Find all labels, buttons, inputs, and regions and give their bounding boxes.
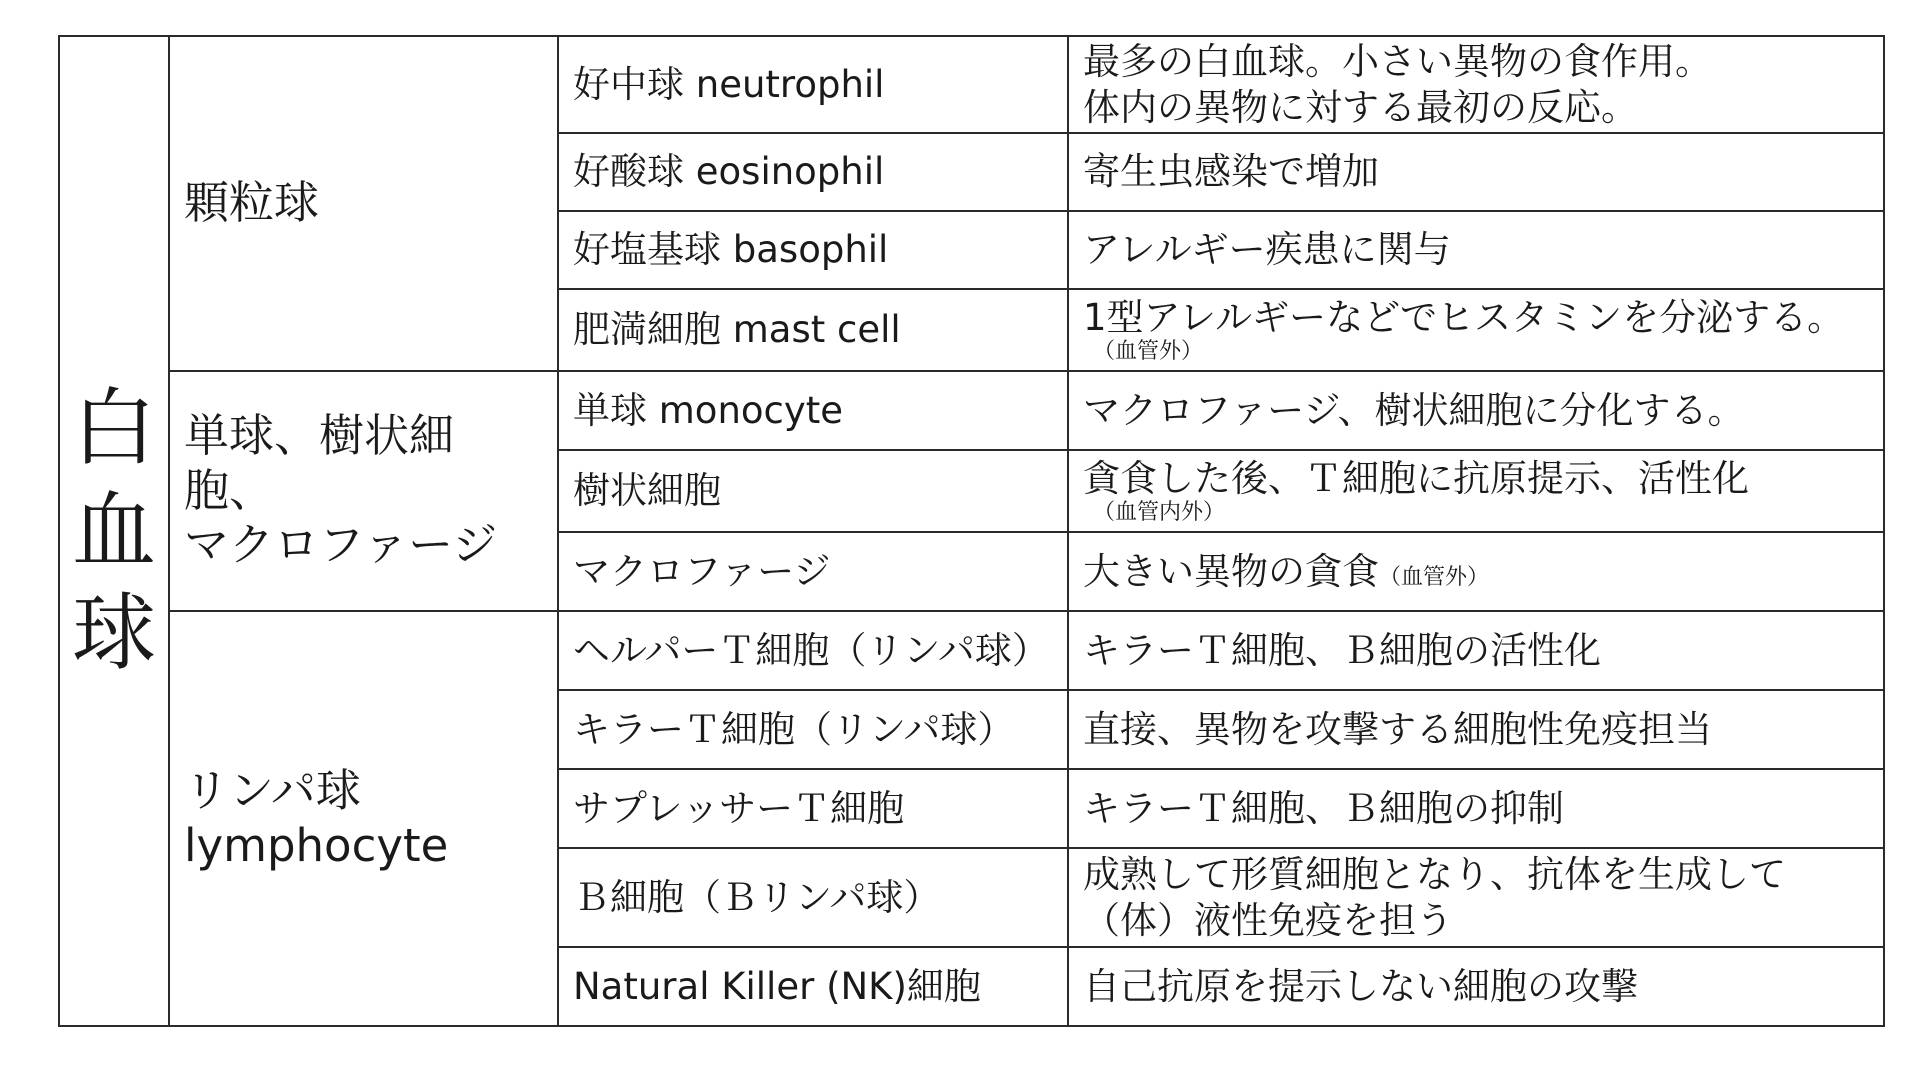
group-label-granulocyte: 顆粒球 [169, 36, 558, 371]
cell-name: マクロファージ [558, 532, 1068, 611]
cell-name: 好塩基球 basophil [558, 211, 1068, 289]
table-row [59, 611, 1884, 690]
cell-description: 直接、異物を攻撃する細胞性免疫担当 [1068, 690, 1884, 769]
group-label-lymphocyte: リンパ球 lymphocyte [169, 611, 558, 1026]
cell-name: 単球 monocyte [558, 371, 1068, 450]
main-category-label: 白 血 球 [59, 36, 169, 1026]
location-note: （血管外） [1379, 564, 1490, 590]
cell-description: 自己抗原を提示しない細胞の攻撃 [1068, 947, 1884, 1026]
cell-name: 樹状細胞 [558, 450, 1068, 532]
cell-name: サプレッサーＴ細胞 [558, 769, 1068, 848]
cell-description: 1型アレルギーなどでヒスタミンを分泌する。 （血管外） [1068, 289, 1884, 371]
cell-description: アレルギー疾患に関与 [1068, 211, 1884, 289]
cell-name: Ｂ細胞（Ｂリンパ球） [558, 848, 1068, 947]
table-row [59, 371, 1884, 450]
white-blood-cell-table [58, 35, 1885, 1027]
location-note: （血管外） [1093, 339, 1204, 365]
cell-description: 寄生虫感染で増加 [1068, 133, 1884, 211]
cell-description: 大きい異物の貪食（血管外） [1068, 532, 1884, 611]
location-note: （血管内外） [1093, 500, 1226, 526]
cell-name: 肥満細胞 mast cell [558, 289, 1068, 371]
cell-description: キラーＴ細胞、Ｂ細胞の抑制 [1068, 769, 1884, 848]
cell-name: 好中球 neutrophil [558, 36, 1068, 133]
cell-description: 貪食した後、Ｔ細胞に抗原提示、活性化 （血管内外） [1068, 450, 1884, 532]
cell-description: マクロファージ、樹状細胞に分化する。 [1068, 371, 1884, 450]
cell-name: Natural Killer (NK)細胞 [558, 947, 1068, 1026]
group-label-monocyte: 単球、樹状細胞、 マクロファージ [169, 371, 558, 611]
cell-name: キラーＴ細胞（リンパ球） [558, 690, 1068, 769]
cell-name: 好酸球 eosinophil [558, 133, 1068, 211]
cell-description: キラーＴ細胞、Ｂ細胞の活性化 [1068, 611, 1884, 690]
cell-description: 成熟して形質細胞となり、抗体を生成して （体）液性免疫を担う [1068, 848, 1884, 947]
cell-description: 最多の白血球。小さい異物の食作用。 体内の異物に対する最初の反応。 [1068, 36, 1884, 133]
cell-name: ヘルパーＴ細胞（リンパ球） [558, 611, 1068, 690]
table-row [59, 36, 1884, 133]
